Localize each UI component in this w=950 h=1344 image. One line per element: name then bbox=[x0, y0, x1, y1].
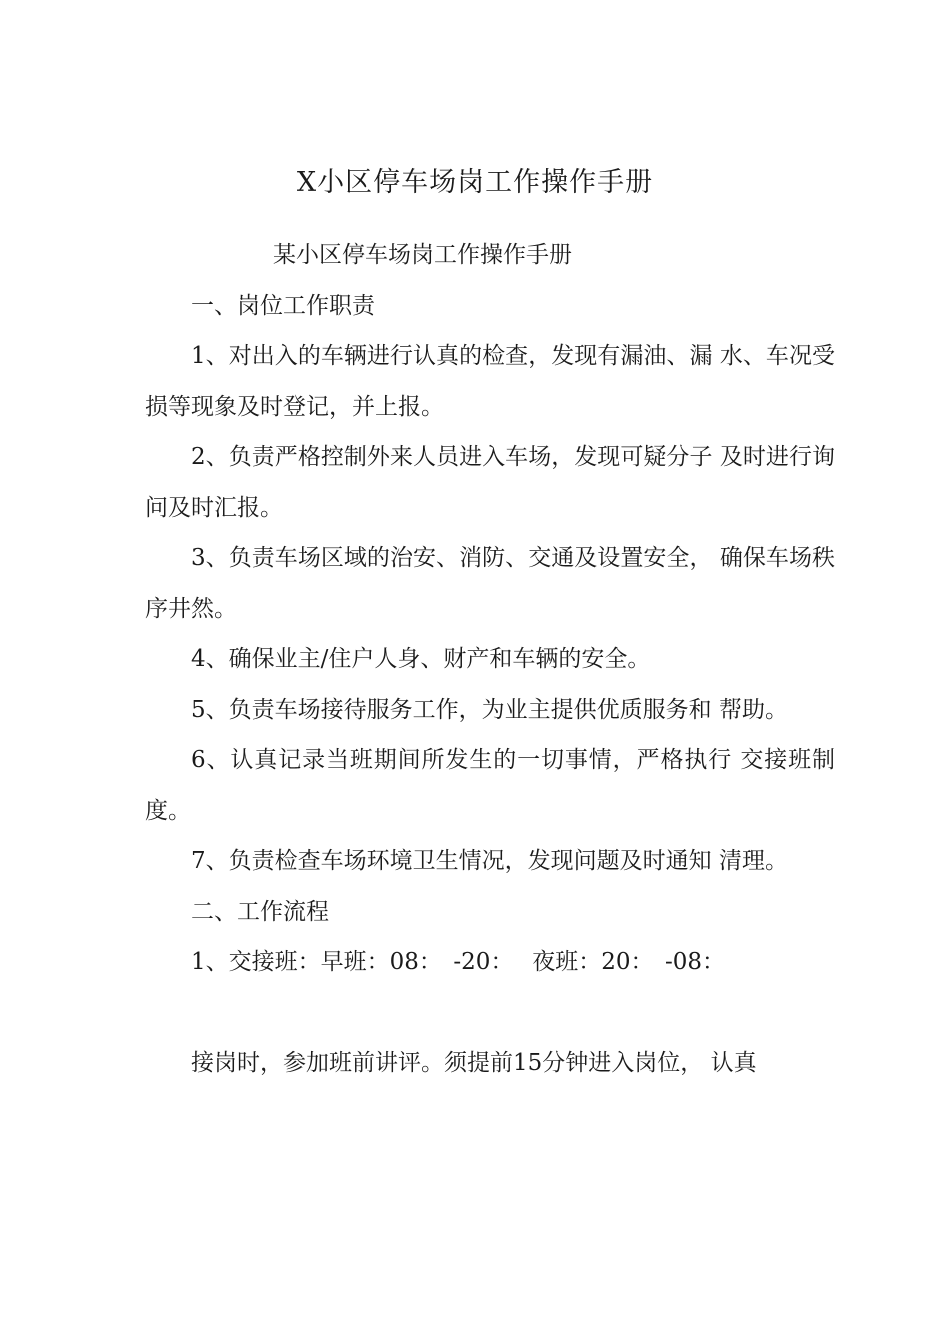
duty-item-7: 7、负责检查车场环境卫生情况，发现问题及时通知 清理。 bbox=[191, 848, 788, 874]
blank-gap bbox=[145, 988, 835, 1038]
section-heading-duties: 一、岗位工作职责 bbox=[191, 292, 375, 319]
section-heading-workflow: 二、工作流程 bbox=[191, 898, 329, 925]
document-title: X小区停车场岗工作操作手册 bbox=[296, 167, 654, 198]
duty-item-6: 6、认真记录当班期间所发生的一切事情，严格执行 交接班制度。 bbox=[145, 747, 835, 824]
duty-item-1: 1、对出入的车辆进行认真的检查，发现有漏油、漏 水、车况受损等现象及时登记，并上报。 bbox=[145, 343, 835, 420]
document-body bbox=[145, 230, 835, 1088]
handover-text: 接岗时，参加班前讲评。须提前15分钟进入岗位， 认真 bbox=[191, 1049, 757, 1076]
duty-item-2: 2、负责严格控制外来人员进入车场，发现可疑分子 及时进行询问及时汇报。 bbox=[145, 444, 835, 521]
document-subtitle: 某小区停车场岗工作操作手册 bbox=[273, 242, 572, 268]
duty-item-4: 4、确保业主/住户人身、财产和车辆的安全。 bbox=[191, 646, 651, 672]
shift-schedule: 1、交接班：早班：08： -20： 夜班：20： -08： bbox=[191, 949, 726, 975]
duty-item-5: 5、负责车场接待服务工作，为业主提供优质服务和 帮助。 bbox=[191, 696, 788, 723]
duty-item-3: 3、负责车场区域的治安、消防、交通及设置安全， 确保车场秩序井然。 bbox=[145, 545, 835, 622]
